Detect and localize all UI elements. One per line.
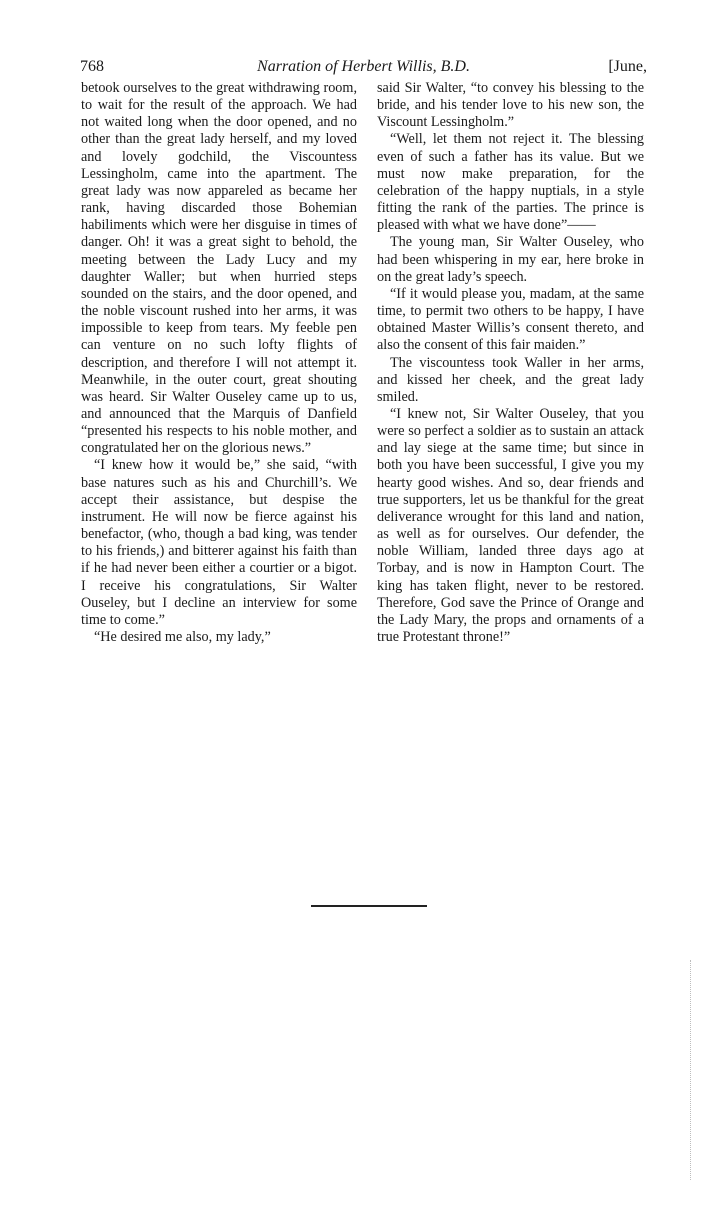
paragraph: The young man, Sir Walter Ouseley, who had been whispering in my ear, here broke in on the great lady’s speech.	[377, 234, 644, 285]
page-header	[80, 58, 647, 82]
paragraph: “He desired me also, my lady,”	[94, 629, 271, 645]
paragraph: The viscountess took Waller in her arms, and kissed her cheek, and the great lady smiled.	[377, 354, 644, 405]
running-date: [June,	[608, 58, 647, 75]
paragraph: “If it would please you, madam, at the same time, to permit two others to be happy, I have obtained Master Willis’s consent thereto, and also the consent of this fair maiden.”	[377, 285, 644, 354]
section-end-rule	[311, 905, 427, 907]
paragraph: “Well, let them not reject it. The blessing even of such a father has its value. But we must now make preparation, for the celebration of the happy nuptials, in a style fitting the rank of the parties. The prince is pleased with what we have done”——	[377, 131, 644, 234]
paragraph: “I knew not, Sir Walter Ouseley, that you were so perfect a soldier as to sustain an attack and lay siege at the same time; but since in both you have been successful, I give you my hearty good wishes. And so, dear friends and true supporters, let us be thankful for the great deliverance wrought for this land and nation, as well as for ourselves. Our defender, the noble William, landed three days ago at Torbay, and is now in Hampton Court. The king has taken flight, never to be restored. Therefore, God save the Prince of Orange and the Lady Mary, the props and ornaments of a true Protestant throne!”	[377, 405, 644, 645]
right-column	[377, 80, 644, 646]
paragraph: “I knew how it would be,” she said, “with base natures such as his and Churchill’s. We accept their assistance, but despise the instrument. He will now be fierce against his benefactor, (who, though a bad king, was tender to his friends,) and bitterer against his faith than if he had never been either a courtier or a bigot. I receive his congratulations, Sir Walter Ouseley, but I decline an interview for some time to come.”	[81, 457, 357, 628]
page-number: 768	[80, 58, 104, 75]
running-title: Narration of Herbert Willis, B.D.	[257, 58, 470, 75]
left-column	[81, 80, 357, 646]
paragraph: betook ourselves to the great withdrawing room, to wait for the result of the approach. We had not waited long when the door opened, and no other than the great lady herself, and my loved and lovely godchild, the Viscountess Lessingholm, came into the apartment. The great lady was now appareled as became her rank, having discarded those Bohemian habiliments which were her disguise in times of danger. Oh! it was a great sight to behold, the meeting between the Lady Lucy and my daughter Waller; but when hurried steps sounded on the stairs, and the door opened, and the noble viscount rushed into her arms, it was impossible to keep from tears. My feeble pen can venture on no such lofty flights of description, and therefore I will not attempt it. Meanwhile, in the outer court, great shouting was heard. Sir Walter Ouseley came up to us, and announced that the Marquis of Danfield “presented his respects to his noble mother, and congratulated her on the glorious news.”	[81, 80, 357, 457]
margin-scan-artifact	[690, 960, 692, 1180]
paragraph: said Sir Walter, “to convey his blessing to the bride, and his tender love to his new son, the Viscount Lessingholm.”	[377, 80, 644, 131]
